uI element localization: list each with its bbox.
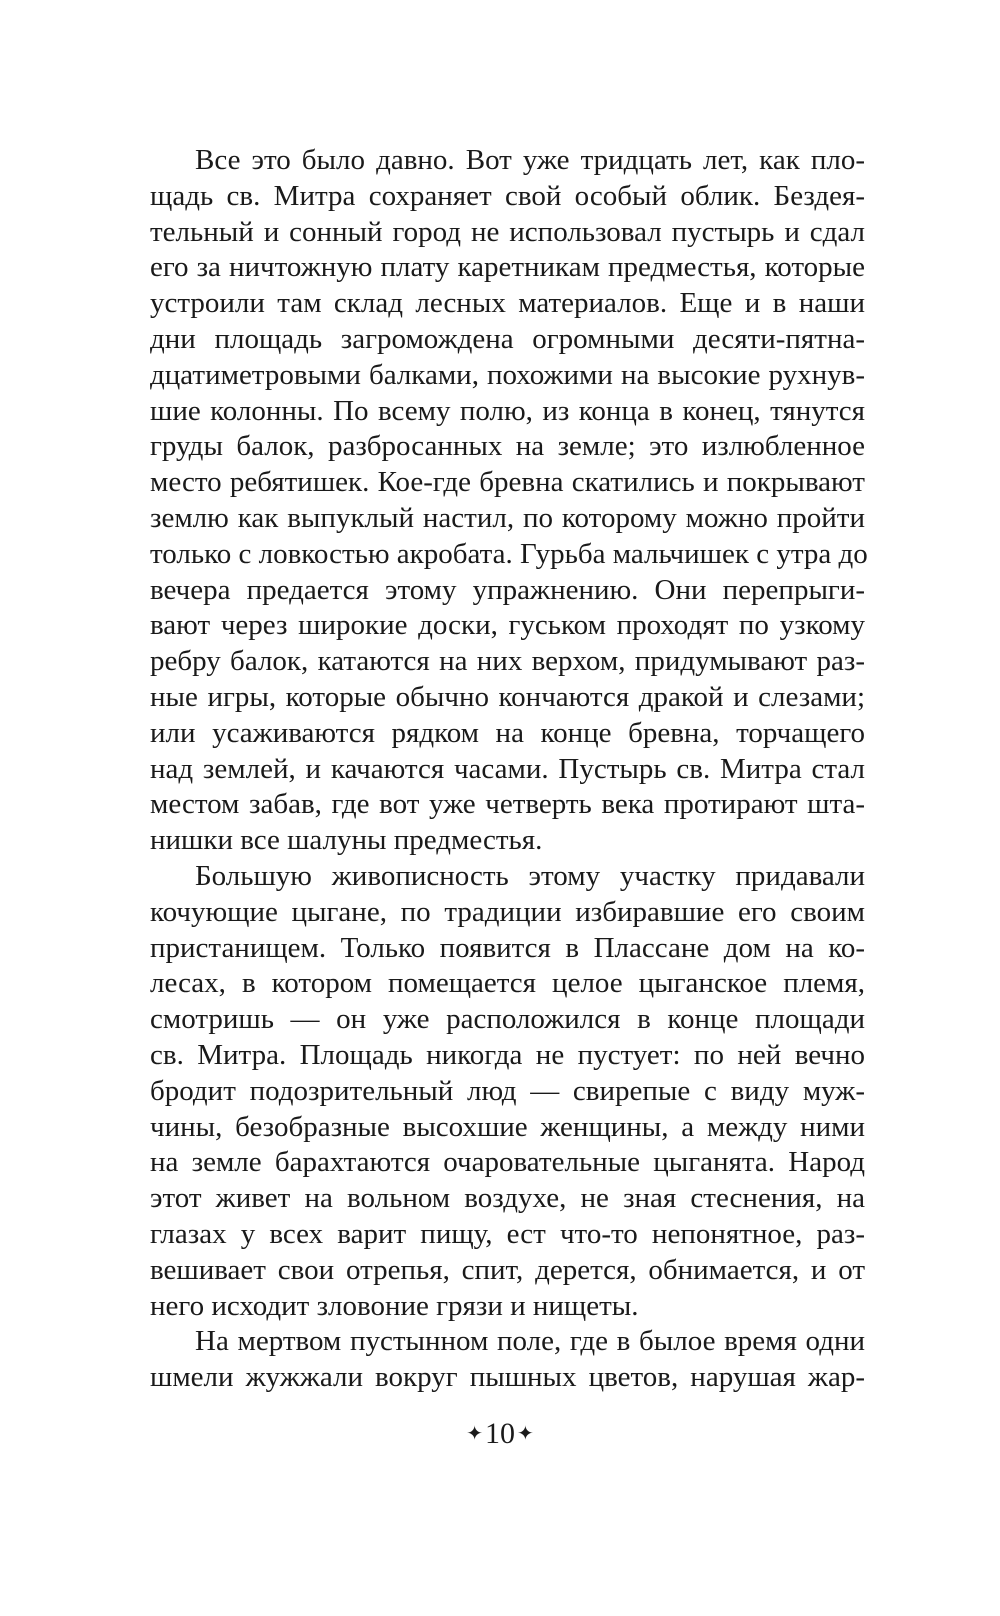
page-number-value: 10 xyxy=(485,1417,515,1450)
text-line: вечера предается этому упражнению. Они перепрыги- xyxy=(150,573,865,606)
text-line: вают через широкие доски, гуськом проходят по узкому xyxy=(150,609,865,642)
text-line: смотришь — он уже расположился в конце площади xyxy=(150,1003,865,1036)
text-line: него исходит зловоние грязи и нищеты. xyxy=(150,1289,639,1322)
text-line: землю как выпуклый настил, по которому можно пройти xyxy=(150,501,865,534)
text-line: дцатиметровыми балками, похожими на высокие рухнув- xyxy=(150,358,865,391)
text-line: вешивает свои отрепья, спит, дерется, обнимается, и от xyxy=(150,1253,865,1286)
text-line: кочующие цыгане, по традиции избиравшие его своим xyxy=(150,895,865,928)
text-line: чины, безобразные высохшие женщины, а между ними xyxy=(150,1110,865,1143)
page-number xyxy=(0,1414,1000,1454)
text-line: место ребятишек. Кое-где бревна скатились и покрывают xyxy=(150,466,865,499)
ornament-left-icon: ✦ xyxy=(466,1423,483,1445)
text-line: шие колонны. По всему полю, из конца в конец, тянутся xyxy=(150,394,865,427)
text-line: его за ничтожную плату каретникам предместья, которые xyxy=(150,251,865,284)
text-line: нишки все шалуны предместья. xyxy=(150,824,543,857)
text-line: шмели жужжали вокруг пышных цветов, нарушая жар- xyxy=(150,1361,865,1394)
text-line: св. Митра. Площадь никогда не пустует: по ней вечно xyxy=(150,1038,865,1071)
text-line: пристанищем. Только появится в Плассане дом на ко- xyxy=(150,931,865,964)
text-line: тельный и сонный город не использовал пустырь и сдал xyxy=(150,215,865,248)
text-line: ребру балок, катаются на них верхом, придумывают раз- xyxy=(150,645,865,678)
text-line: только с ловкостью акробата. Гурьба мальчишек с утра до xyxy=(150,537,868,570)
text-line: ные игры, которые обычно кончаются дракой и слезами; xyxy=(150,680,865,713)
text-line: На мертвом пустынном поле, где в былое время одни xyxy=(195,1325,865,1358)
text-line: над землей, и качаются часами. Пустырь св. Митра стал xyxy=(150,752,865,785)
text-line: устроили там склад лесных материалов. Еще и в наши xyxy=(150,287,865,320)
text-line: глазах у всех варит пищу, ест что-то непонятное, раз- xyxy=(150,1217,865,1250)
text-line: на земле барахтаются очаровательные цыганята. Народ xyxy=(150,1146,865,1179)
text-line: груды балок, разбросанных на земле; это излюбленное xyxy=(150,430,865,463)
text-line: щадь св. Митра сохраняет свой особый облик. Бездея- xyxy=(150,179,865,212)
page-body xyxy=(150,143,868,1396)
text-line: или усаживаются рядком на конце бревна, торчащего xyxy=(150,716,865,749)
text-line: бродит подозрительный люд — свирепые с виду муж- xyxy=(150,1074,865,1107)
text-line: этот живет на вольном воздухе, не зная стеснения, на xyxy=(150,1182,865,1215)
text-line: лесах, в котором помещается целое цыганское племя, xyxy=(150,967,865,1000)
text-line: дни площадь загромождена огромными десяти-пятна- xyxy=(150,322,865,355)
ornament-right-icon: ✦ xyxy=(517,1423,534,1445)
text-line: Большую живописность этому участку придавали xyxy=(195,859,865,892)
text-line: местом забав, где вот уже четверть века протирают шта- xyxy=(150,788,865,821)
text-line: Все это было давно. Вот уже тридцать лет, как пло- xyxy=(195,144,865,176)
